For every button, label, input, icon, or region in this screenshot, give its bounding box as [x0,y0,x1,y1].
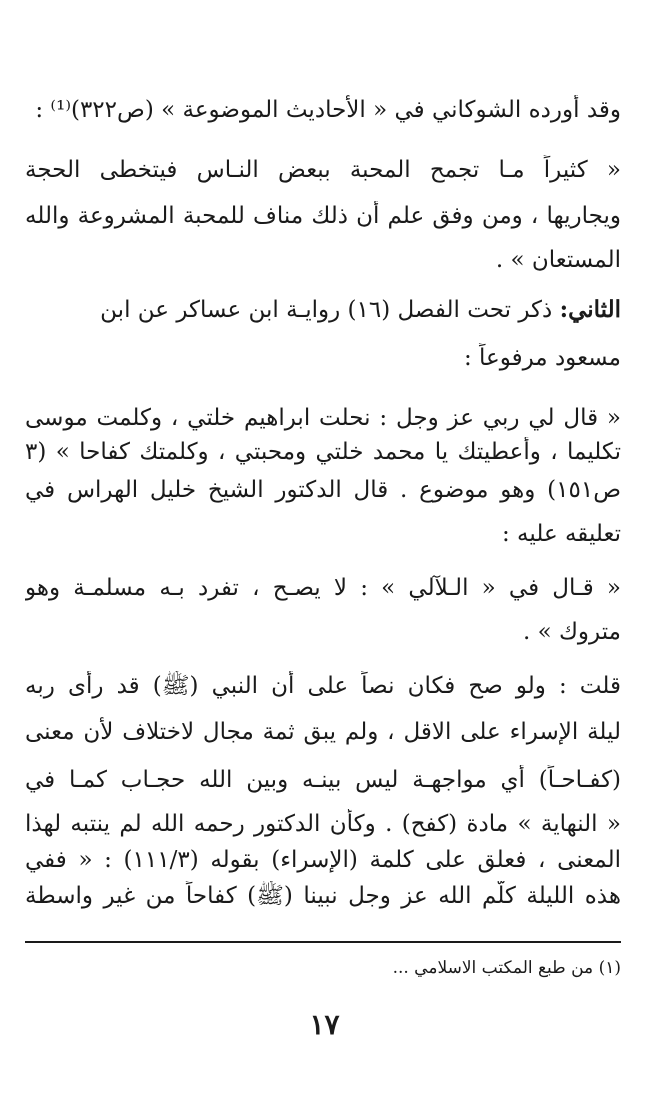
body-line-6: هذه الليلة كلّم الله عز وجل نبينا (ﷺ) كفاحاً من غير واسطة [25,883,621,909]
body-line-1: قلت : ولو صح فكان نصاً على أن النبي (ﷺ) قد رأى ربه [25,673,621,699]
quote-line-2: ويجاريها ، ومن وفق علم أن ذلك مناف للمحبة المشروعة والله [25,203,621,229]
body-line-3: (كفـاحـاً) أي مواجهـة ليس بينـه وبين الله حجـاب كمـا في [25,767,621,793]
hadith-line-3: ص١٥١) وهو موضوع . قال الدكتور الشيخ خليل الهراس في [25,477,621,503]
hadith-line-1: « قال لي ربي عز وجل : نحلت ابراهيم خلتي ، وكلمت موسى [25,405,621,431]
section-second-text-end: روايـة ابن عساكر عن ابن [100,297,341,323]
footnote-divider [25,941,621,943]
text-line-1: وقد أورده الشوكاني في « الأحاديث الموضوعة » (ص٣٢٢)⁽¹⁾ : [35,97,621,123]
commentary-line-2: متروك » . [522,619,621,645]
footnote: (١) من طبع المكتب الاسلامي ... [392,958,621,978]
section-second-line [25,295,621,325]
page-number: ١٧ [309,1008,340,1041]
hadith-line-4: تعليقه عليه : [502,521,621,547]
section-second-text: ذكر تحت الفصل (١٦) [340,297,560,323]
section-label-second: الثاني: [559,296,621,323]
quote-line-1: « كثيراً مـا تجمح المحبة ببعض النـاس فيتخطى الحجة [25,157,621,183]
commentary-line-1: « قـال في « الـلآلي » : لا يصـح ، تفرد بـه مسلمـة وهو [25,575,621,601]
text-line-6: مسعود مرفوعاً : [463,345,621,371]
body-line-2: ليلة الإسراء على الاقل ، ولم يبق ثمة مجال لاختلاف لأن معنى [25,719,621,745]
quote-line-3: المستعان » . [495,247,621,273]
body-line-5: المعنى ، فعلق على كلمة (الإسراء) بقوله (١١١/٣) : « ففي [25,847,621,873]
hadith-line-2: تكليما ، وأعطيتك يا محمد خلتي ومحبتي ، وكلمتك كفاحا » (٣ [25,439,621,465]
body-line-4: « النهاية » مادة (كفح) . وكأن الدكتور رحمه الله لم ينتبه لهذا [25,811,621,837]
